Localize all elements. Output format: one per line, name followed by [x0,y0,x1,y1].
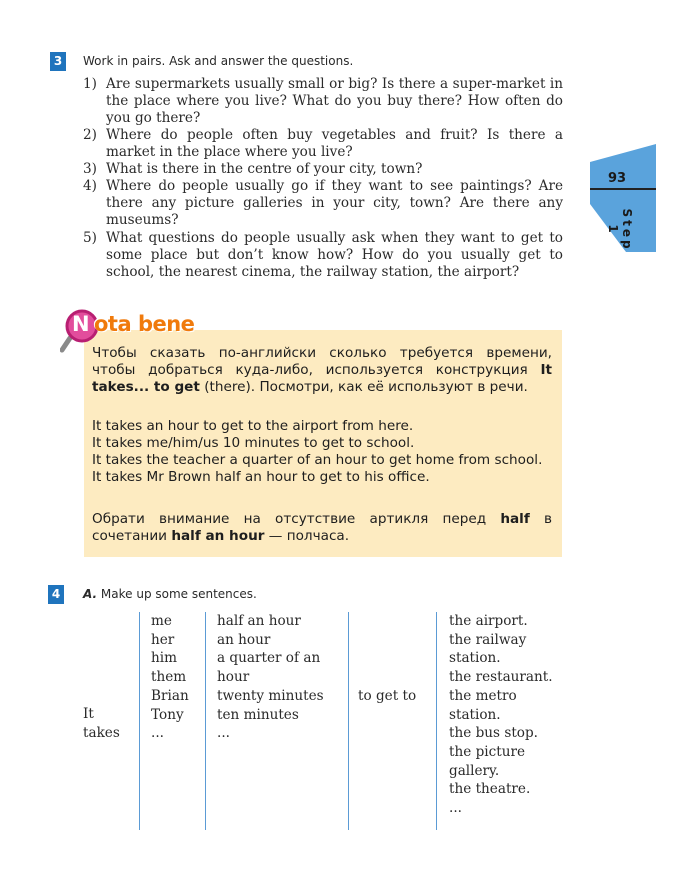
table-cell: twenty minutes [217,687,324,704]
table-cell: station. [449,650,501,667]
table-cell: the picture [449,743,526,760]
table-cell: the restaurant. [449,669,553,686]
table-cell: ... [151,725,164,742]
table-col-time [217,612,324,743]
question-text: Are supermarkets usually small or big? Is there a super-market in the place where you live? What do you buy there? How often do you go there? [106,76,563,126]
table-cell: the railway [449,631,527,648]
table-cell: Tony [151,706,184,723]
question-number: 3) [83,161,97,177]
intro-construction: It takes... to get [92,362,552,395]
table-cell: a quarter of an [217,650,321,667]
table-col-place [449,612,553,818]
nota-bene-logo-n: N [72,312,90,336]
question-3 [83,161,563,178]
nota-bene-intro [92,345,552,396]
table-col-subject [83,705,120,742]
table-cell: the bus stop. [449,725,538,742]
table-col-verb [358,687,416,706]
table-cell: him [151,650,177,667]
example-sentence: It takes the teacher a quarter of an hour to get home from school. [92,452,543,468]
question-text: Where do people usually go if they want to see paintings? Are there any picture galleries in your city, town? Are there any museums? [106,178,563,228]
exercise-3-instruction: Work in pairs. Ask and answer the questions. [83,54,354,68]
step-label: Step 1 [606,208,634,252]
question-text: What is there in the centre of your city, town? [106,161,423,177]
note-text: Обрати внимание на отсутствие артикля перед [92,511,501,527]
note-text: — полчаса. [264,528,350,544]
table-cell: It [83,706,94,722]
exercise-3-number: 3 [50,52,66,71]
table-cell: ten minutes [217,706,299,723]
part-label: A. [83,587,98,601]
question-number: 4) [83,178,97,194]
nota-bene-note [92,511,552,545]
step-tab [590,144,656,252]
instruction-text: Make up some sentences. [100,587,257,601]
nota-bene-logo: ota bene [94,312,195,336]
question-number: 2) [83,127,97,143]
exercise-4-number: 4 [48,585,64,604]
note-bold-half: half [500,511,530,527]
table-cell: gallery. [449,762,500,779]
question-1 [83,76,563,127]
table-cell: hour [217,669,250,686]
nota-bene-examples [92,418,552,486]
table-cell: to get to [358,688,417,704]
intro-text-end: (there). Посмотри, как её используют в речи. [199,379,528,395]
table-cell: the airport. [449,613,528,629]
table-divider [205,612,206,830]
table-cell: half an hour [217,613,301,629]
table-cell: me [151,613,172,629]
table-cell: the metro [449,687,517,704]
table-divider [436,612,437,830]
question-text: Where do people often buy vegetables and fruit? Is there a market in the place where you live? [106,127,563,160]
exercise-4-instruction [83,587,257,601]
question-5 [83,230,563,281]
table-cell: ... [449,800,462,817]
question-text: What questions do people usually ask when they want to get to some place but don’t know how? How do you usually get to school, the nearest cinema, the railway station, the airport? [106,230,563,280]
table-cell: the theatre. [449,781,531,798]
question-2 [83,127,563,161]
table-cell: her [151,631,175,648]
example-sentence: It takes Mr Brown half an hour to get to his office. [92,469,430,485]
table-divider [348,612,349,830]
table-col-pronoun [151,612,189,743]
question-number: 5) [83,230,97,246]
table-cell: them [151,669,187,686]
question-4 [83,178,563,229]
table-cell: station. [449,706,501,723]
table-cell: ... [217,725,230,742]
note-text: в сочетании [92,511,552,544]
table-cell: Brian [151,687,189,704]
question-number: 1) [83,76,97,92]
page-number: 93 [608,171,627,186]
note-bold-phrase: half an hour [171,528,265,544]
intro-text: Чтобы сказать по-английски сколько требуется времени, чтобы добраться куда-либо, используется конструкция [92,345,552,378]
table-divider [139,612,140,830]
table-cell: takes [83,724,120,741]
example-sentence: It takes an hour to get to the airport from here. [92,418,414,434]
table-cell: an hour [217,631,271,648]
example-sentence: It takes me/him/us 10 minutes to get to school. [92,435,415,451]
